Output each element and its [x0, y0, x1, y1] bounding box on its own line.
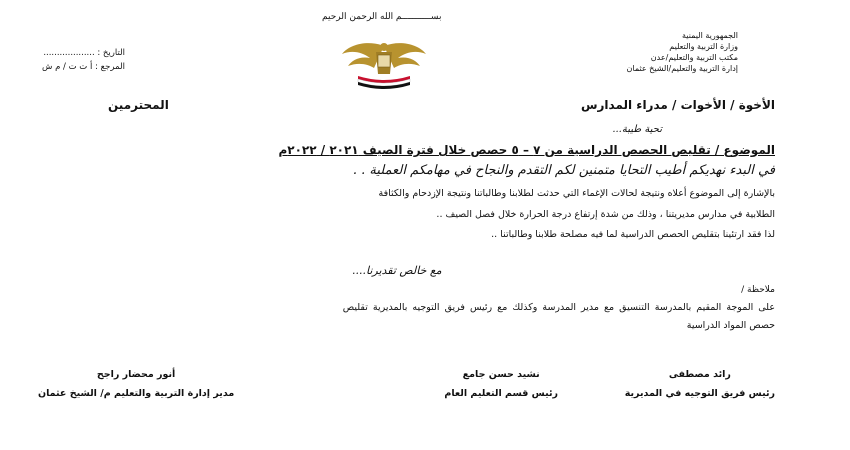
issuer-line: إدارة التربية والتعليم/الشيخ عثمان	[626, 64, 738, 73]
national-emblem-icon	[338, 38, 430, 90]
date-ref-block	[42, 46, 125, 74]
respected-label: المحترمين	[108, 98, 169, 112]
issuer-block	[627, 30, 739, 74]
issuer-line: وزارة التربية والتعليم	[669, 42, 738, 51]
signatory-title: مدير إدارة التربية والتعليم م/ الشيخ عثمان	[38, 388, 235, 399]
subject-line: الموضوع / تقليص الحصص الدراسية من ٧ – ٥ حصص خلال فترة الصيف ٢٠٢١ / ٢٠٢٢م	[278, 143, 775, 157]
signature-block	[625, 369, 775, 399]
signatory-name: رائد مصطفى	[668, 369, 731, 380]
note-line: على الموجة المقيم بالمدرسة التنسيق مع مدير المدرسة وكذلك مع رئيس فريق التوجيه بالمديرية تقليص	[342, 302, 775, 313]
greeting: تحية طيبة...	[612, 124, 662, 135]
body-paragraph: بالإشارة إلى الموضوع أعلاه ونتيجة لحالات الإغماء التي حدثت لطلابنا وطالباتنا ونتيجة الإزدحام والكثافة	[378, 188, 775, 199]
addressee: الأخوة / الأخوات / مدراء المدارس	[580, 98, 775, 112]
date-line: التاريخ : ...................	[43, 48, 125, 58]
opening-line: في البدء نهديكم أطيب التحايا متمنين لكم التقدم والنجاح في مهامكم العملية . .	[352, 163, 775, 178]
body-paragraph: الطلابية في مدارس مديريتنا ، وذلك من شدة إرتفاع درجة الحرارة خلال فصل الصيف ..	[436, 209, 775, 220]
ref-line: المرجع : أ ت ت / م ش	[42, 62, 125, 72]
basmala: بســـــــــــم الله الرحمن الرحيم	[322, 12, 442, 22]
signatory-name: نشيد حسن جامع	[462, 369, 540, 380]
signature-block	[38, 369, 234, 399]
closing-line: مع خالص تقديرنا....	[352, 264, 442, 277]
signatory-title: رئيس فريق التوجيه في المديرية	[624, 388, 775, 399]
issuer-line: الجمهورية اليمنية	[681, 31, 738, 40]
signature-block	[444, 369, 558, 399]
issuer-line: مكتب التربية والتعليم/عدن	[650, 53, 738, 62]
body-paragraph: لذا فقد ارتئينا بتقليص الحصص الدراسية لما فيه مصلحة طلابنا وطالباتنا ..	[491, 229, 775, 240]
note-title: ملاحظة /	[741, 285, 775, 295]
signatory-name: أنور محضار راجح	[96, 369, 176, 380]
signatory-title: رئيس قسم التعليم العام	[444, 388, 558, 399]
note-line: حصص المواد الدراسية	[686, 320, 775, 331]
